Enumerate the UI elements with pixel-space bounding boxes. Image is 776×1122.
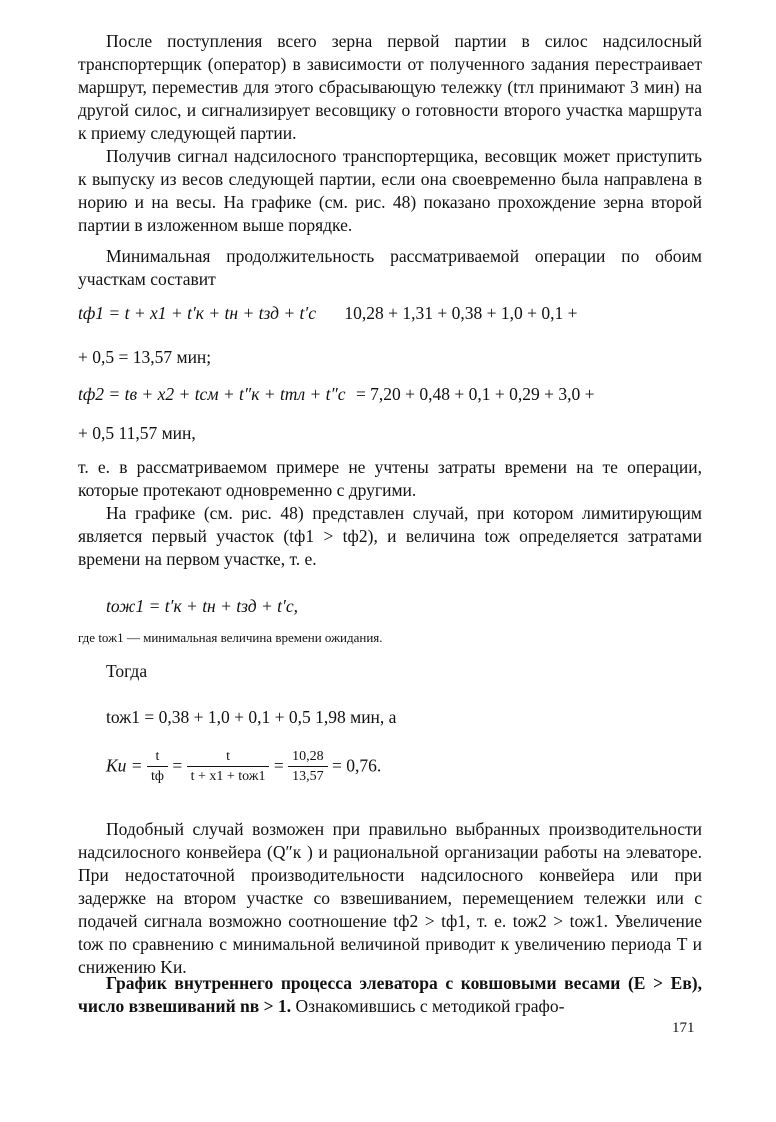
equation-tozh1-body: tож1 = t′к + tн + tзд + t′с, (106, 596, 299, 616)
equation-ki-equals: = (172, 755, 183, 776)
paragraph-7-heading: График внутреннего процесса элеватора с ковшовыми весами (E > Eв), число взвешиваний nв > 1. (78, 973, 702, 1016)
fraction-1 (147, 748, 168, 787)
fraction-3-num: 10,28 (288, 748, 328, 767)
note-tozh1: где tож1 — минимальная величина времени ожидания. (78, 630, 383, 645)
equation-ki (106, 748, 381, 787)
equation-ki-lhs: Kи = (106, 755, 143, 776)
equation-tf2-cont: + 0,5 11,57 мин, (78, 423, 196, 443)
paragraph-3: Минимальная продолжительность рассматриваемой операции по обоим участкам составит (78, 246, 702, 289)
paragraph-7-text: Ознакомившись с методикой графо- (291, 996, 565, 1016)
equation-tozh1-value: tож1 = 0,38 + 1,0 + 0,1 + 0,5 1,98 мин, а (106, 707, 397, 727)
equation-tf2 (78, 383, 595, 405)
paragraph-6: Подобный случай возможен при правильно выбранных производительности надсилосного конвейера (Q″к ) и рациональной организации работы на элеваторе. При недостаточной производительности надсилосного конвейера или при задержке на втором участке со взвешиванием, перемещением тележки или с подачей сигнала возможно соотношение tф2 > tф1, т. е. tож2 > tож1. Увеличение tож по сравнению с минимальной величиной приводит к увеличению периода T и снижению Kи. (78, 819, 702, 977)
page-number: 171 (672, 1020, 695, 1036)
paragraph-2: Получив сигнал надсилосного транспортерщика, весовщик может приступить к выпуску из весов следующей партии, если она своевременно была направлена в норию и на весы. На графике (см. рис. 48) показано прохождение зерна второй партии в изложенном выше порядке. (78, 146, 702, 235)
fraction-2 (187, 748, 270, 787)
paragraph-4: т. е. в рассматриваемом примере не учтены затраты времени на те операции, которые протекают одновременно с другими. (78, 457, 702, 500)
equation-tozh1 (106, 595, 298, 617)
fraction-3-den: 13,57 (292, 769, 324, 784)
paragraph-5: На графике (см. рис. 48) представлен случай, при котором лимитирующим является первый участок (tф1 > tф2), и величина tож определяется затратами времени на первом участке, т. е. (78, 503, 702, 569)
equation-tf1-lhs: tф1 = t + x1 + t′к + tн + tзд + t′с (78, 303, 316, 323)
fraction-2-den: t + x1 + tож1 (190, 769, 266, 784)
fraction-1-num: t (147, 748, 168, 767)
equation-tf1-rhs: 10,28 + 1,31 + 0,38 + 1,0 + 0,1 + (344, 303, 578, 323)
fraction-2-num: t (187, 748, 270, 767)
equation-ki-equals-2: = (273, 755, 284, 776)
equation-tf1 (78, 302, 577, 324)
paragraph-7 (78, 972, 702, 1018)
equation-ki-result: = 0,76. (331, 755, 382, 776)
paragraph-1: После поступления всего зерна первой партии в силос надсилосный транспортерщик (оператор) в зависимости от полученного задания перестраивает маршрут, переместив для этого сбрасывающую тележку (tтл принимают 3 мин) на другой силос, и сигнализирует весовщику о готовности второго участка маршрута к приему следующей партии. (78, 31, 702, 143)
equation-tf1-cont: + 0,5 = 13,57 мин; (78, 347, 212, 367)
label-then: Тогда (106, 661, 148, 681)
equation-tf2-rhs: = 7,20 + 0,48 + 0,1 + 0,29 + 3,0 + (355, 384, 595, 404)
fraction-3 (288, 748, 328, 787)
fraction-1-den: tф (150, 769, 164, 784)
equation-tf2-lhs: tф2 = tв + x2 + tсм + t″к + tтл + t″с (78, 384, 346, 404)
